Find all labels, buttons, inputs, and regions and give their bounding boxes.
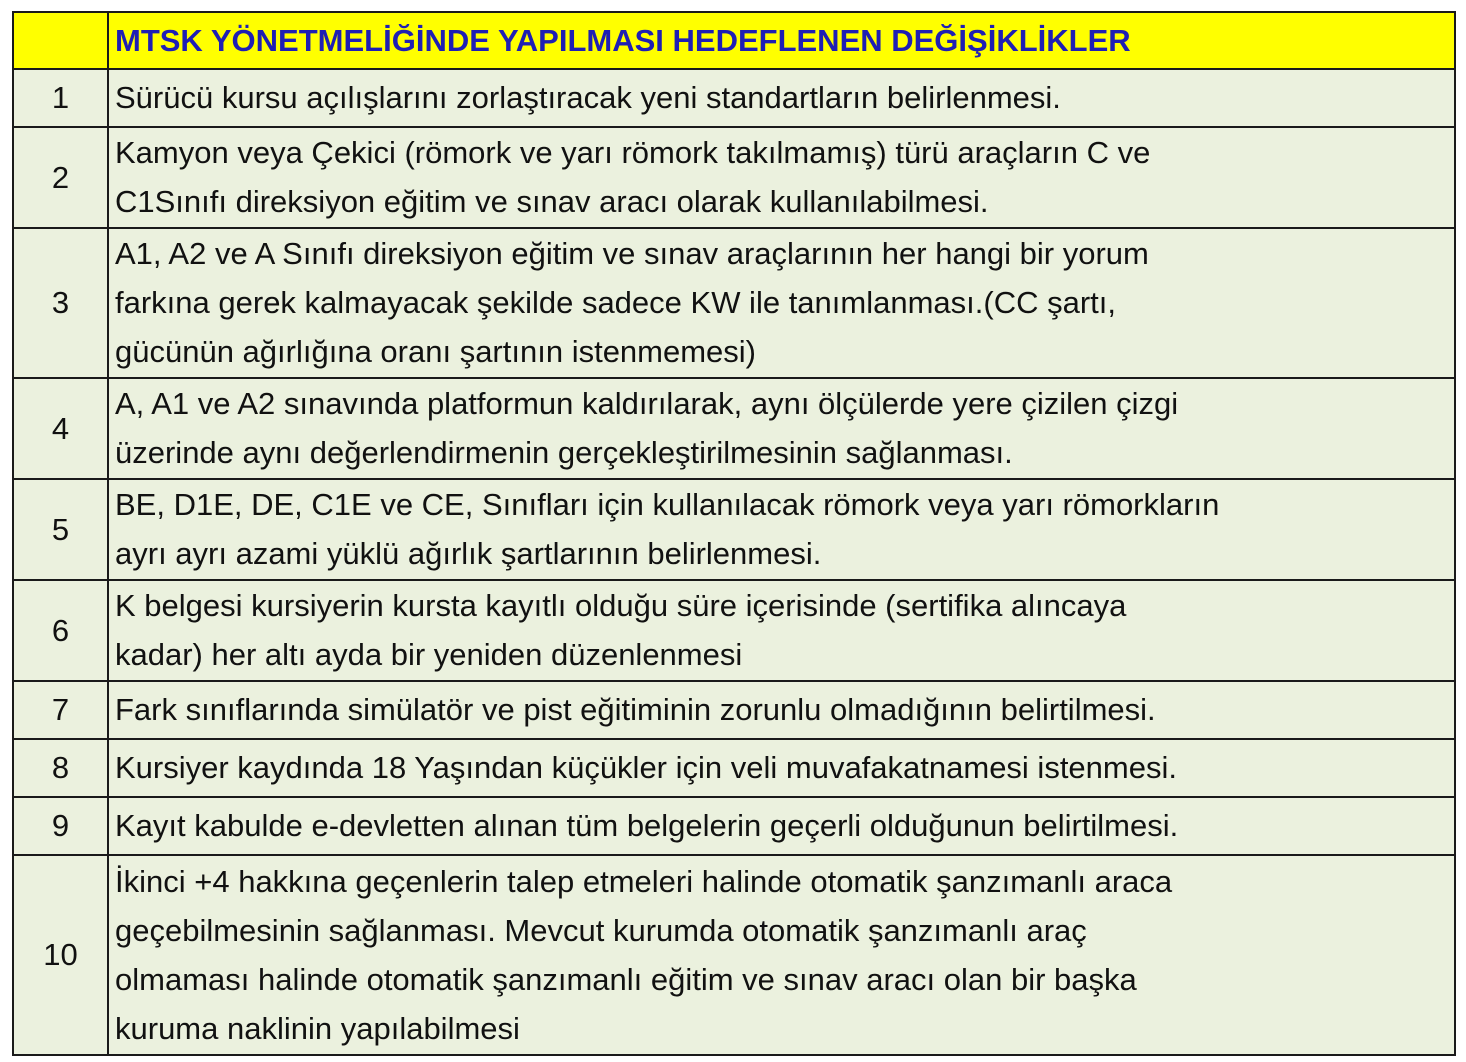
table-row: [13, 69, 1455, 127]
row-text: A1, A2 ve A Sınıfı direksiyon eğitim ve sınav araçlarının her hangi bir yorum farkına gerek kalmayacak şekilde sadece KW ile tanımlanması.(CC şartı, gücünün ağırlığına oranı şartının istenmemesi): [108, 228, 1455, 378]
table-row: [13, 378, 1455, 479]
row-number: 6: [13, 580, 108, 681]
table-row: [13, 127, 1455, 228]
table-title: MTSK YÖNETMELİĞİNDE YAPILMASI HEDEFLENEN DEĞİŞİKLİKLER: [108, 12, 1455, 69]
changes-table: [12, 11, 1456, 1056]
table-header-row: [13, 12, 1455, 69]
row-number: 1: [13, 69, 108, 127]
table-row: [13, 797, 1455, 855]
row-text: Kayıt kabulde e-devletten alınan tüm belgelerin geçerli olduğunun belirtilmesi.: [108, 797, 1455, 855]
row-text: Sürücü kursu açılışlarını zorlaştıracak yeni standartların belirlenmesi.: [108, 69, 1455, 127]
row-number: 3: [13, 228, 108, 378]
table-row: [13, 228, 1455, 378]
row-number: 5: [13, 479, 108, 580]
row-number: 9: [13, 797, 108, 855]
row-text: K belgesi kursiyerin kursta kayıtlı olduğu süre içerisinde (sertifika alıncaya kadar) her altı ayda bir yeniden düzenlenmesi: [108, 580, 1455, 681]
table-row: [13, 681, 1455, 739]
row-text: Kamyon veya Çekici (römork ve yarı römork takılmamış) türü araçların C ve C1Sınıfı direksiyon eğitim ve sınav aracı olarak kullanılabilmesi.: [108, 127, 1455, 228]
table-row: [13, 855, 1455, 1055]
row-text: A, A1 ve A2 sınavında platformun kaldırılarak, aynı ölçülerde yere çizilen çizgi üzerinde aynı değerlendirmenin gerçekleştirilmesinin sağlanması.: [108, 378, 1455, 479]
table-row: [13, 580, 1455, 681]
row-number: 4: [13, 378, 108, 479]
row-number: 8: [13, 739, 108, 797]
row-text: Fark sınıflarında simülatör ve pist eğitiminin zorunlu olmadığının belirtilmesi.: [108, 681, 1455, 739]
row-number: 7: [13, 681, 108, 739]
row-number: 10: [13, 855, 108, 1055]
changes-table-container: [12, 11, 1454, 1056]
row-text: İkinci +4 hakkına geçenlerin talep etmeleri halinde otomatik şanzımanlı araca geçebilmesinin sağlanması. Mevcut kurumda otomatik şanzımanlı araç olmaması halinde otomatik şanzımanlı eğitim ve sınav aracı olan bir başka kuruma naklinin yapılabilmesi: [108, 855, 1455, 1055]
table-row: [13, 739, 1455, 797]
table-row: [13, 479, 1455, 580]
row-number: 2: [13, 127, 108, 228]
header-number-cell: [13, 12, 108, 69]
row-text: BE, D1E, DE, C1E ve CE, Sınıfları için kullanılacak römork veya yarı römorkların ayrı ayrı azami yüklü ağırlık şartlarının belirlenmesi.: [108, 479, 1455, 580]
row-text: Kursiyer kaydında 18 Yaşından küçükler için veli muvafakatnamesi istenmesi.: [108, 739, 1455, 797]
